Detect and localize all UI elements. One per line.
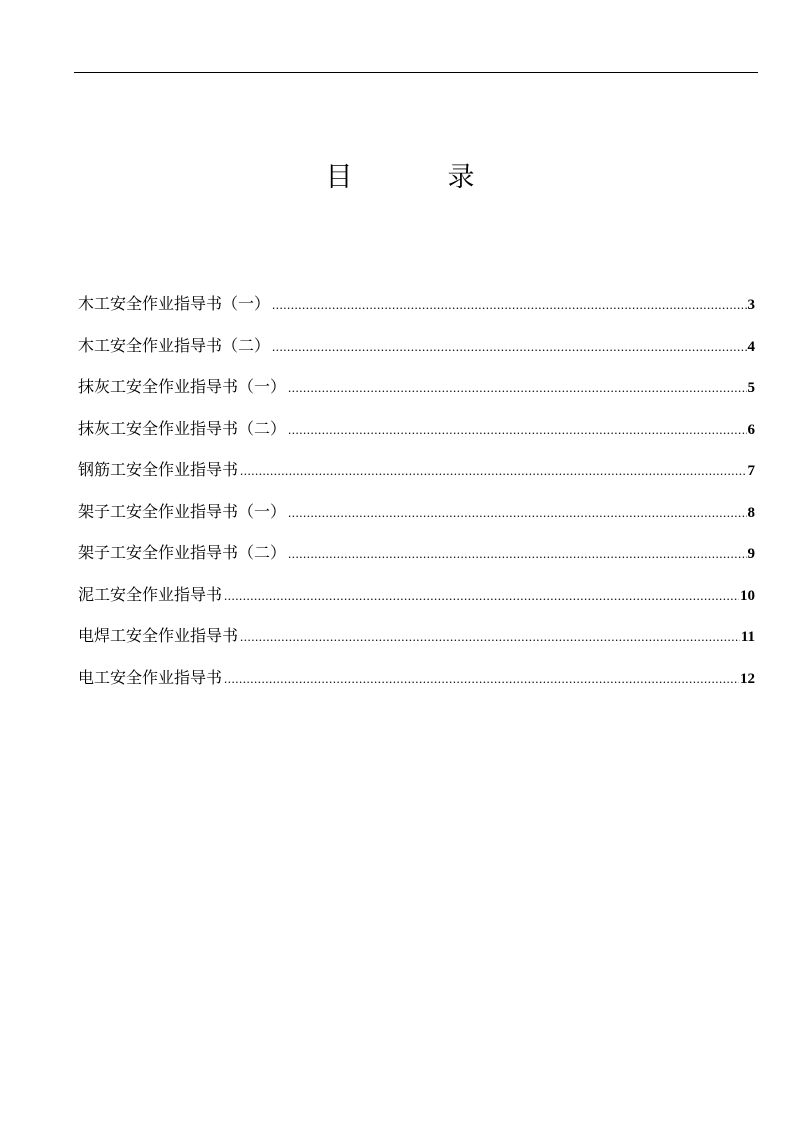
toc-entry[interactable] [78,664,755,706]
toc-entry[interactable] [78,622,755,664]
toc-entry-label: 电焊工安全作业指导书 [78,626,239,645]
toc-entry[interactable] [78,415,755,457]
toc-dot-leader [288,499,746,527]
toc-page-number: 10 [740,587,755,604]
toc-page-number: 9 [747,546,755,562]
toc-entry-label: 抹灰工安全作业指导书（一） [78,377,287,396]
toc-page-number: 4 [747,338,755,355]
toc-page-number: 8 [747,504,755,521]
toc-entry-label: 木工安全作业指导书（一） [78,294,271,313]
toc-page-number: 6 [747,421,755,438]
toc-entry-label: 泥工安全作业指导书 [78,584,223,604]
toc-title: 目 录 [325,162,509,193]
toc-entry[interactable] [78,332,755,374]
header-rule [74,72,758,73]
toc-entry-label: 抹灰工安全作业指导书（二） [78,418,287,438]
toc-page-number: 12 [740,670,755,687]
toc-entry[interactable] [78,373,755,415]
toc-page-number: 5 [747,380,755,396]
toc-page-number: 3 [747,297,755,313]
toc-dot-leader [224,582,739,610]
toc-entry-label: 木工安全作业指导书（二） [78,335,271,355]
toc-entry-label: 架子工安全作业指导书（一） [78,501,287,521]
toc-list [78,290,755,705]
toc-dot-leader [288,416,746,444]
toc-dot-leader [240,623,740,651]
toc-entry[interactable] [78,581,755,623]
toc-entry[interactable] [78,539,755,581]
toc-entry[interactable] [78,498,755,540]
toc-dot-leader [224,665,739,693]
toc-page-number: 7 [747,463,755,479]
toc-entry-label: 钢筋工安全作业指导书 [78,460,239,479]
toc-page-number: 11 [740,629,755,645]
toc-dot-leader [272,333,746,361]
toc-dot-leader [240,457,746,485]
toc-entry[interactable] [78,290,755,332]
toc-entry-label: 架子工安全作业指导书（二） [78,543,287,562]
toc-dot-leader [272,291,746,319]
toc-entry[interactable] [78,456,755,498]
toc-dot-leader [288,374,746,402]
toc-dot-leader [288,540,746,568]
toc-entry-label: 电工安全作业指导书 [78,667,223,687]
